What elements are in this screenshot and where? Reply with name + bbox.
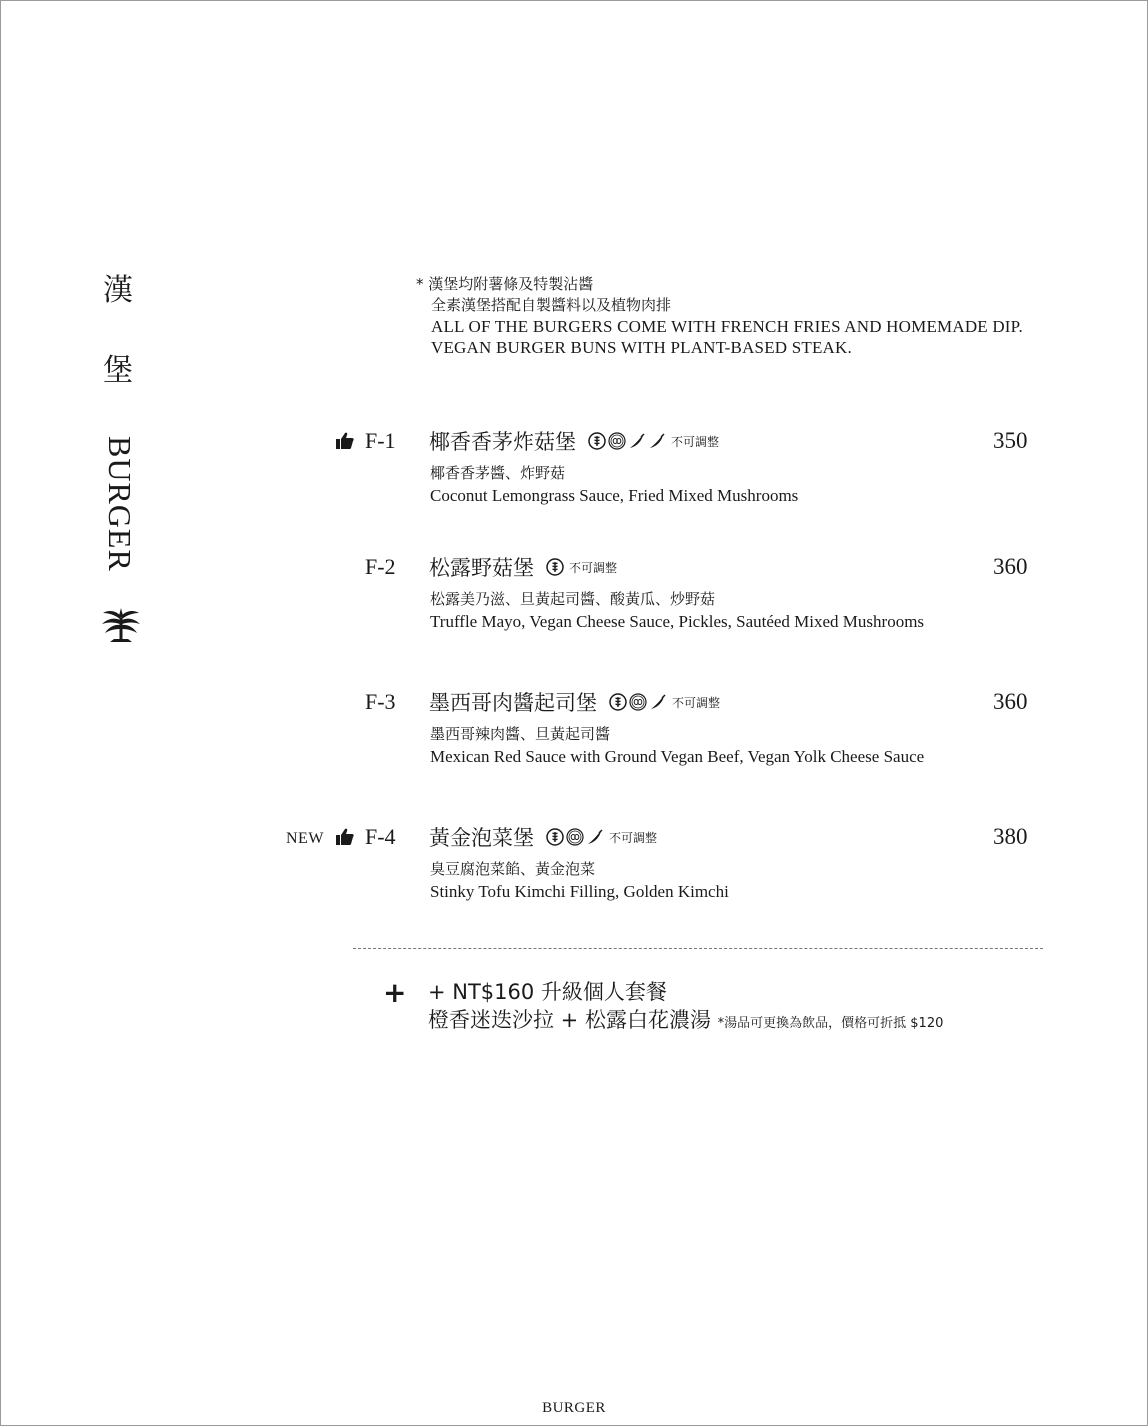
upgrade-offer — [428, 978, 943, 1038]
item-badges — [546, 828, 604, 846]
note-line-3: ALL OF THE BURGERS COME WITH FRENCH FRIES AND HOMEMADE DIP. — [431, 317, 1023, 336]
thumbs-up-icon — [335, 827, 355, 847]
item-desc-en: Coconut Lemongrass Sauce, Fried Mixed Mushrooms — [430, 486, 799, 505]
not-adjustable-note: 不可調整 — [671, 434, 720, 449]
item-desc-en: Mexican Red Sauce with Ground Vegan Beef, Vegan Yolk Cheese Sauce — [430, 747, 925, 766]
upgrade-line-2-row — [428, 1006, 943, 1038]
item-desc-cjk: 椰香香茅醬、炸野菇 — [430, 464, 566, 482]
menu-notes — [416, 274, 1023, 358]
note-line-4: VEGAN BURGER BUNS WITH PLANT-BASED STEAK. — [431, 338, 852, 357]
item-price: 350 — [993, 428, 1028, 453]
item-badges — [546, 558, 564, 576]
item-desc-cjk: 臭豆腐泡菜餡、黃金泡菜 — [430, 860, 596, 878]
item-desc-en: Stinky Tofu Kimchi Filling, Golden Kimchi — [430, 882, 729, 901]
item-name: 黃金泡菜堡 — [429, 826, 534, 850]
item-code: F-2 — [365, 554, 396, 579]
note-line-1: * 漢堡均附薯條及特製沾醬 — [416, 275, 594, 293]
chili-icon — [628, 432, 646, 450]
item-name: 松露野菇堡 — [429, 556, 534, 580]
palm-logo-icon — [100, 604, 142, 646]
item-desc-cjk: 松露美乃滋、旦黃起司醬、酸黃瓜、炒野菇 — [430, 590, 716, 608]
item-code: F-1 — [365, 428, 396, 453]
item-name: 椰香香茅炸菇堡 — [429, 430, 576, 454]
item-name: 墨西哥肉醬起司堡 — [429, 691, 597, 715]
upgrade-line-2: 橙香迷迭沙拉 + 松露白花濃湯 — [428, 1008, 711, 1032]
not-adjustable-note: 不可調整 — [569, 560, 618, 575]
upgrade-note: *湯品可更換為飲品，價格可折抵 $120 — [717, 1016, 944, 1031]
soy-icon — [566, 828, 584, 846]
wheat-icon — [546, 828, 564, 846]
note-line-2: 全素漢堡搭配自製醬料以及植物肉排 — [431, 296, 672, 314]
section-divider — [353, 948, 1043, 949]
not-adjustable-note: 不可調整 — [672, 695, 721, 710]
thumbs-up-icon — [335, 431, 355, 451]
plus-icon: + — [383, 976, 407, 1009]
chili-icon — [649, 693, 667, 711]
upgrade-line-1: + NT$160 升級個人套餐 — [428, 980, 667, 1004]
item-badges — [588, 432, 666, 450]
item-code: F-4 — [365, 824, 396, 849]
wheat-icon — [546, 558, 564, 576]
wheat-icon — [588, 432, 606, 450]
item-desc-en: Truffle Mayo, Vegan Cheese Sauce, Pickles, Sautéed Mixed Mushrooms — [430, 612, 925, 631]
item-price: 360 — [993, 689, 1028, 714]
side-title-en: BURGER — [102, 436, 138, 572]
item-name-row — [429, 687, 720, 717]
item-desc-cjk: 墨西哥辣肉醬、旦黃起司醬 — [430, 725, 611, 743]
page-footer: BURGER — [542, 1400, 606, 1416]
item-price: 380 — [993, 824, 1028, 849]
item-code: F-3 — [365, 689, 396, 714]
new-label: NEW — [286, 830, 324, 847]
chili-icon — [648, 432, 666, 450]
item-name-row — [429, 426, 719, 456]
item-price: 360 — [993, 554, 1028, 579]
item-name-row — [429, 822, 657, 852]
soy-icon — [629, 693, 647, 711]
not-adjustable-note: 不可調整 — [609, 830, 658, 845]
wheat-icon — [609, 693, 627, 711]
side-title-cjk-2: 堡 — [103, 353, 133, 388]
side-title-cjk-1: 漢 — [103, 273, 133, 308]
item-badges — [609, 693, 667, 711]
item-name-row — [429, 552, 617, 582]
chili-icon — [586, 828, 604, 846]
soy-icon — [608, 432, 626, 450]
